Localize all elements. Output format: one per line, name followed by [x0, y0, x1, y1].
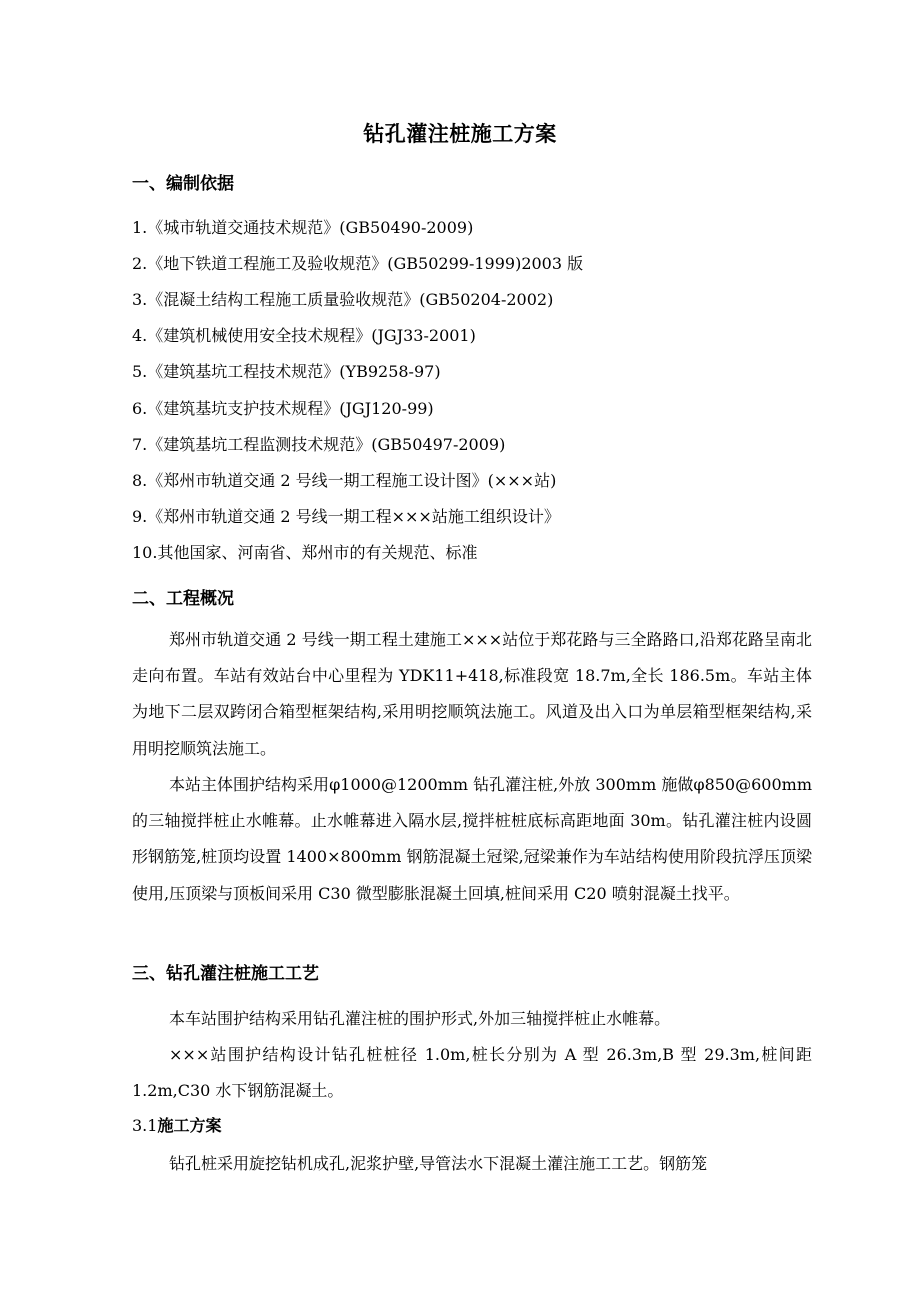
subsection-number: 3.1: [132, 1116, 158, 1135]
section-heading-3: 三、钻孔灌注桩施工工艺: [132, 964, 319, 984]
subsection-label: 施工方案: [157, 1116, 222, 1135]
reference-item-7: 7.《建筑基坑工程监测技术规范》(GB50497-2009): [132, 435, 506, 454]
reference-item-10: 10.其他国家、河南省、郑州市的有关规范、标准: [132, 543, 478, 562]
reference-item-3: 3.《混凝土结构工程施工质量验收规范》(GB50204-2002): [132, 290, 554, 309]
reference-item-1: 1.《城市轨道交通技术规范》(GB50490-2009): [132, 218, 474, 237]
section-heading-2: 二、工程概况: [132, 589, 234, 609]
overview-paragraph-2: 本站主体围护结构采用φ1000@1200mm 钻孔灌注桩,外放 300mm 施做φ850@600mm 的三轴搅拌桩止水帷幕。止水帷幕进入隔水层,搅拌桩桩底标高距地面 30m。钻孔灌注桩内设圆形钢筋笼,桩顶均设置 1400×800mm 钢筋混凝土冠梁,冠梁兼作为车站结构使用阶段抗浮压顶梁使用,压顶梁与顶板间采用 C30 微型膨胀混凝土回填,桩间采用 C20 喷射混凝土找平。: [132, 775, 812, 903]
reference-item-4: 4.《建筑机械使用安全技术规程》(JGJ33-2001): [132, 326, 476, 345]
subsection-heading-3-1: [132, 1114, 221, 1138]
document-title: 钻孔灌注桩施工方案: [363, 122, 557, 146]
overview-paragraph-1: 郑州市轨道交通 2 号线一期工程土建施工×××站位于郑花路与三全路路口,沿郑花路呈南北走向布置。车站有效站台中心里程为 YDK11+418,标准段宽 18.7m,全长 186.5m。车站主体为地下二层双跨闭合箱型框架结构,采用明挖顺筑法施工。风道及出入口为单层箱型框架结构,采用明挖顺筑法施工。: [132, 630, 812, 758]
section-heading-1: 一、编制依据: [132, 174, 234, 194]
reference-item-2: 2.《地下铁道工程施工及验收规范》(GB50299-1999)2003 版: [132, 254, 584, 273]
construction-plan-paragraph: 钻孔桩采用旋挖钻机成孔,泥浆护壁,导管法水下混凝土灌注施工工艺。钢筋笼: [169, 1154, 708, 1173]
process-paragraph-2: ×××站围护结构设计钻孔桩桩径 1.0m,桩长分别为 A 型 26.3m,B 型 29.3m,桩间距 1.2m,C30 水下钢筋混凝土。: [132, 1045, 812, 1101]
reference-item-9: 9.《郑州市轨道交通 2 号线一期工程×××站施工组织设计》: [132, 507, 560, 526]
process-paragraph-1: 本车站围护结构采用钻孔灌注桩的围护形式,外加三轴搅拌桩止水帷幕。: [169, 1009, 671, 1028]
reference-item-6: 6.《建筑基坑支护技术规程》(JGJ120-99): [132, 399, 434, 418]
reference-item-5: 5.《建筑基坑工程技术规范》(YB9258-97): [132, 362, 441, 381]
reference-item-8: 8.《郑州市轨道交通 2 号线一期工程施工设计图》(×××站): [132, 471, 557, 490]
